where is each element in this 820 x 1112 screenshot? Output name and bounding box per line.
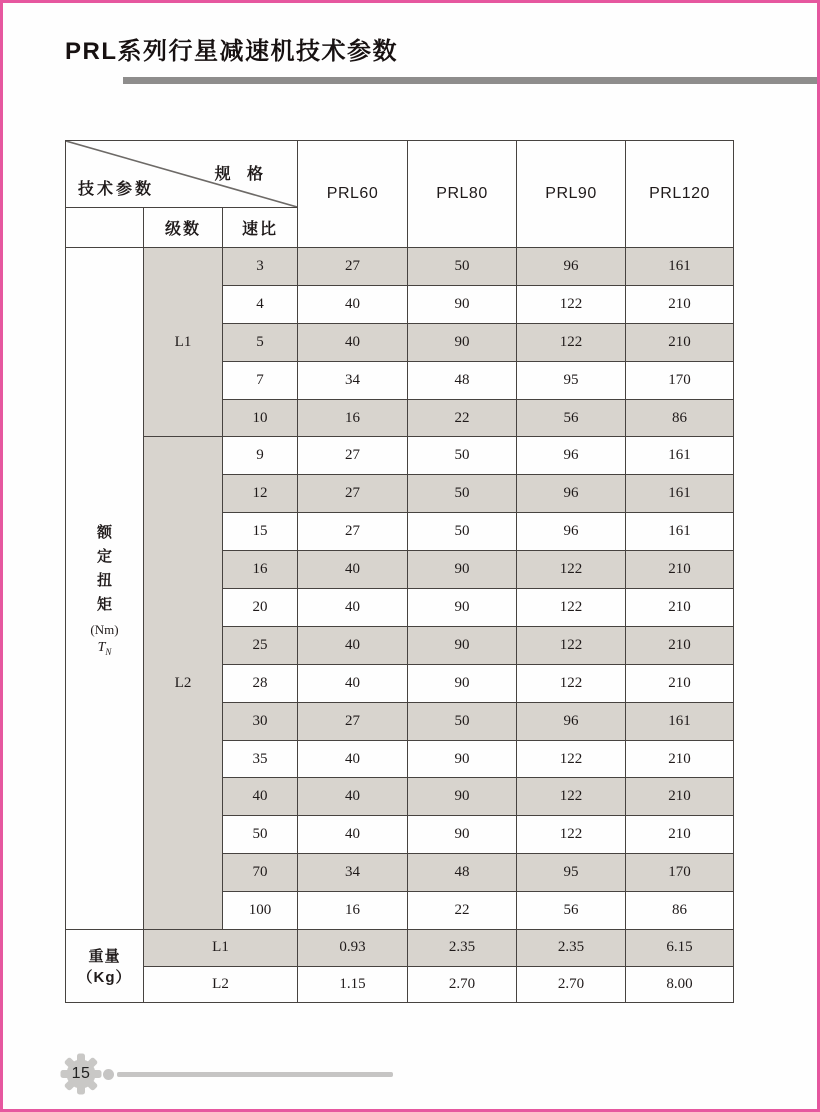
ratio-cell: 100 bbox=[223, 892, 298, 930]
torque-symbol-letter: T bbox=[97, 639, 106, 655]
value-cell: 96 bbox=[517, 437, 626, 475]
value-cell: 40 bbox=[298, 589, 408, 627]
ratio-cell: 5 bbox=[223, 323, 298, 361]
subheader-stage: 级数 bbox=[144, 208, 223, 248]
value-cell: 96 bbox=[517, 248, 626, 286]
weight-label-cell: 重量（Kg） bbox=[66, 930, 144, 1003]
value-cell: 161 bbox=[626, 513, 734, 551]
value-cell: 210 bbox=[626, 551, 734, 589]
value-cell: 34 bbox=[298, 854, 408, 892]
ratio-cell: 70 bbox=[223, 854, 298, 892]
value-cell: 22 bbox=[408, 892, 517, 930]
value-cell: 27 bbox=[298, 248, 408, 286]
value-cell: 161 bbox=[626, 475, 734, 513]
weight-value-cell: 8.00 bbox=[626, 966, 734, 1003]
column-header-prl90: PRL90 bbox=[517, 141, 626, 248]
corner-spec-label: 规 格 bbox=[214, 166, 270, 183]
weight-stage-cell: L1 bbox=[144, 930, 298, 967]
value-cell: 34 bbox=[298, 361, 408, 399]
value-cell: 16 bbox=[298, 399, 408, 437]
weight-row bbox=[66, 966, 734, 1003]
value-cell: 210 bbox=[626, 323, 734, 361]
value-cell: 40 bbox=[298, 323, 408, 361]
value-cell: 56 bbox=[517, 399, 626, 437]
table-body bbox=[66, 248, 734, 1003]
value-cell: 170 bbox=[626, 854, 734, 892]
ratio-cell: 9 bbox=[223, 437, 298, 475]
weight-value-cell: 6.15 bbox=[626, 930, 734, 967]
value-cell: 40 bbox=[298, 664, 408, 702]
value-cell: 90 bbox=[408, 816, 517, 854]
value-cell: 210 bbox=[626, 740, 734, 778]
value-cell: 122 bbox=[517, 285, 626, 323]
value-cell: 96 bbox=[517, 702, 626, 740]
subheader-ratio: 速比 bbox=[223, 208, 298, 248]
ratio-cell: 40 bbox=[223, 778, 298, 816]
value-cell: 86 bbox=[626, 892, 734, 930]
value-cell: 40 bbox=[298, 778, 408, 816]
value-cell: 96 bbox=[517, 513, 626, 551]
footer-dot bbox=[103, 1069, 114, 1080]
value-cell: 210 bbox=[626, 589, 734, 627]
value-cell: 90 bbox=[408, 740, 517, 778]
torque-unit: (Nm) bbox=[90, 621, 119, 637]
ratio-cell: 16 bbox=[223, 551, 298, 589]
weight-value-cell: 2.70 bbox=[408, 966, 517, 1003]
value-cell: 48 bbox=[408, 854, 517, 892]
value-cell: 122 bbox=[517, 740, 626, 778]
weight-stage-cell: L2 bbox=[144, 966, 298, 1003]
value-cell: 95 bbox=[517, 854, 626, 892]
column-header-prl120: PRL120 bbox=[626, 141, 734, 248]
ratio-cell: 12 bbox=[223, 475, 298, 513]
value-cell: 170 bbox=[626, 361, 734, 399]
weight-value-cell: 2.35 bbox=[408, 930, 517, 967]
value-cell: 122 bbox=[517, 664, 626, 702]
spec-table bbox=[65, 140, 734, 1003]
torque-symbol-subscript: N bbox=[105, 646, 112, 657]
value-cell: 22 bbox=[408, 399, 517, 437]
value-cell: 210 bbox=[626, 778, 734, 816]
value-cell: 122 bbox=[517, 323, 626, 361]
value-cell: 27 bbox=[298, 475, 408, 513]
value-cell: 50 bbox=[408, 248, 517, 286]
value-cell: 122 bbox=[517, 778, 626, 816]
ratio-cell: 28 bbox=[223, 664, 298, 702]
ratio-cell: 30 bbox=[223, 702, 298, 740]
column-header-prl60: PRL60 bbox=[298, 141, 408, 248]
footer-rule bbox=[117, 1072, 393, 1077]
torque-symbol bbox=[66, 640, 143, 657]
value-cell: 122 bbox=[517, 816, 626, 854]
value-cell: 95 bbox=[517, 361, 626, 399]
ratio-cell: 7 bbox=[223, 361, 298, 399]
stage-cell-l2: L2 bbox=[144, 437, 223, 930]
value-cell: 210 bbox=[626, 626, 734, 664]
weight-row bbox=[66, 930, 734, 967]
value-cell: 210 bbox=[626, 285, 734, 323]
value-cell: 40 bbox=[298, 285, 408, 323]
value-cell: 56 bbox=[517, 892, 626, 930]
value-cell: 16 bbox=[298, 892, 408, 930]
weight-value-cell: 1.15 bbox=[298, 966, 408, 1003]
value-cell: 40 bbox=[298, 626, 408, 664]
stage-cell-l1: L1 bbox=[144, 248, 223, 437]
ratio-cell: 25 bbox=[223, 626, 298, 664]
value-cell: 86 bbox=[626, 399, 734, 437]
table-row bbox=[66, 248, 734, 286]
value-cell: 90 bbox=[408, 551, 517, 589]
ratio-cell: 50 bbox=[223, 816, 298, 854]
value-cell: 40 bbox=[298, 740, 408, 778]
value-cell: 122 bbox=[517, 551, 626, 589]
weight-value-cell: 2.70 bbox=[517, 966, 626, 1003]
value-cell: 161 bbox=[626, 437, 734, 475]
value-cell: 90 bbox=[408, 778, 517, 816]
ratio-cell: 20 bbox=[223, 589, 298, 627]
value-cell: 50 bbox=[408, 702, 517, 740]
value-cell: 40 bbox=[298, 551, 408, 589]
value-cell: 161 bbox=[626, 248, 734, 286]
value-cell: 27 bbox=[298, 437, 408, 475]
value-cell: 50 bbox=[408, 513, 517, 551]
value-cell: 40 bbox=[298, 816, 408, 854]
page-footer bbox=[60, 1053, 393, 1095]
corner-param-label: 技术参数 bbox=[78, 181, 155, 198]
table-header bbox=[66, 141, 734, 248]
value-cell: 27 bbox=[298, 513, 408, 551]
table-row bbox=[66, 437, 734, 475]
value-cell: 122 bbox=[517, 589, 626, 627]
ratio-cell: 3 bbox=[223, 248, 298, 286]
value-cell: 27 bbox=[298, 702, 408, 740]
weight-value-cell: 0.93 bbox=[298, 930, 408, 967]
column-header-prl80: PRL80 bbox=[408, 141, 517, 248]
weight-value-cell: 2.35 bbox=[517, 930, 626, 967]
page-title: PRL系列行星减速机技术参数 bbox=[65, 38, 398, 65]
torque-label-cell bbox=[66, 248, 144, 930]
ratio-cell: 10 bbox=[223, 399, 298, 437]
value-cell: 122 bbox=[517, 626, 626, 664]
corner-cell bbox=[66, 141, 298, 208]
title-underline-bar bbox=[123, 77, 817, 84]
page-number: 15 bbox=[71, 1065, 91, 1082]
value-cell: 90 bbox=[408, 664, 517, 702]
value-cell: 50 bbox=[408, 437, 517, 475]
ratio-cell: 35 bbox=[223, 740, 298, 778]
value-cell: 210 bbox=[626, 664, 734, 702]
gear-icon bbox=[60, 1053, 102, 1095]
ratio-cell: 4 bbox=[223, 285, 298, 323]
header-row-models bbox=[66, 141, 734, 208]
subheader-empty-cell bbox=[66, 208, 144, 248]
value-cell: 90 bbox=[408, 626, 517, 664]
value-cell: 90 bbox=[408, 589, 517, 627]
value-cell: 90 bbox=[408, 285, 517, 323]
value-cell: 210 bbox=[626, 816, 734, 854]
value-cell: 48 bbox=[408, 361, 517, 399]
value-cell: 96 bbox=[517, 475, 626, 513]
value-cell: 90 bbox=[408, 323, 517, 361]
value-cell: 50 bbox=[408, 475, 517, 513]
torque-label: 额定扭矩 bbox=[96, 523, 112, 613]
value-cell: 161 bbox=[626, 702, 734, 740]
ratio-cell: 15 bbox=[223, 513, 298, 551]
